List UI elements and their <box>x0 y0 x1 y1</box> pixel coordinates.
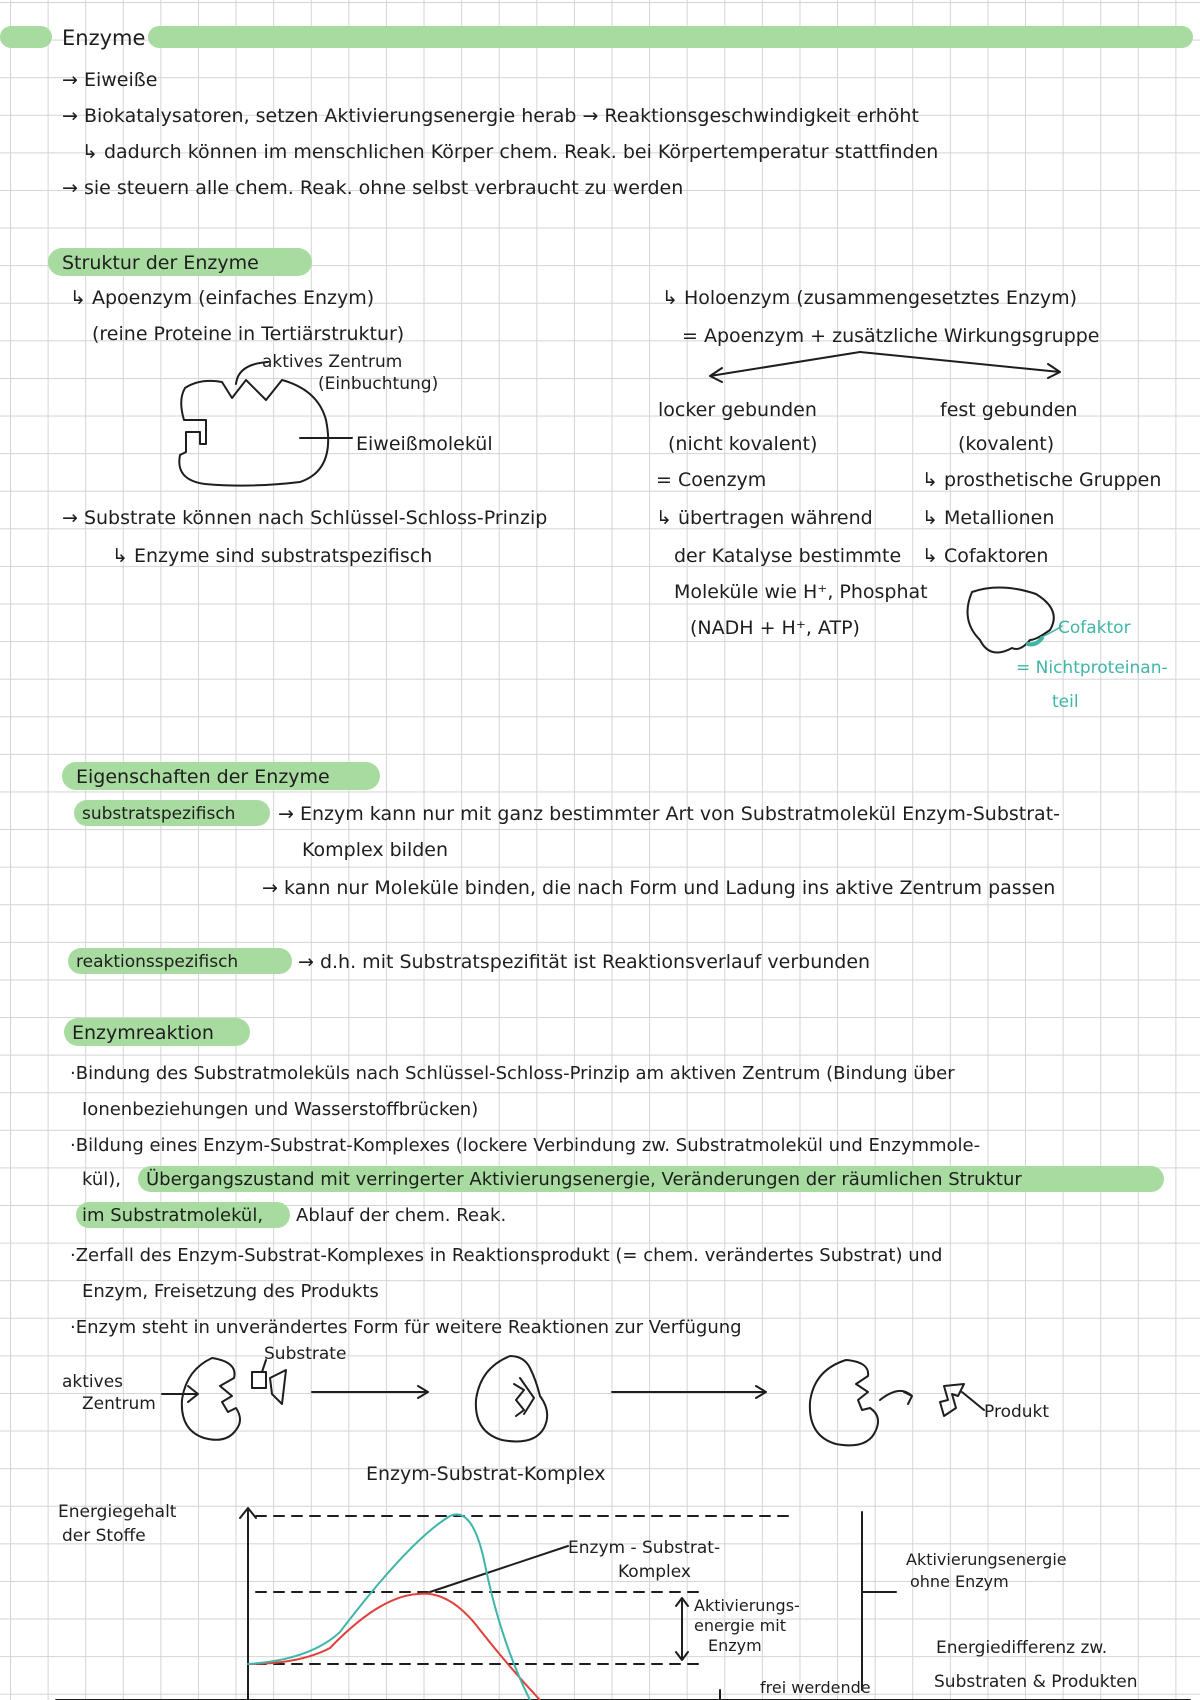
graph-akt-mit-3: Enzym <box>708 1636 762 1655</box>
produkt-shape <box>940 1384 964 1416</box>
reaktion-bullet-1-cont: Ionenbeziehungen und Wasserstoffbrücken) <box>82 1099 479 1120</box>
substrat-line-2: Komplex bilden <box>302 839 449 861</box>
graph-akt-mit-1: Aktivierungs- <box>694 1596 800 1615</box>
reaktionsspezifisch-label: reaktionsspezifisch <box>76 952 239 972</box>
enzyme-substratspezifisch: ↳ Enzyme sind substratspezifisch <box>112 545 433 567</box>
holo-arrow-left <box>710 352 860 382</box>
reaktion-bullet-2-cont-a: kül), <box>82 1169 122 1190</box>
intro-line-4: → sie steuern alle chem. Reak. ohne selbst verbraucht zu werden <box>62 177 684 199</box>
graph-esk-label-2: Komplex <box>618 1562 691 1582</box>
graph-esk-pointer <box>430 1546 568 1592</box>
reaktion-bullet-3: ·Zerfall des Enzym-Substrat-Komplexes in Reaktionsprodukt (= chem. verändertes Substrat) und <box>70 1245 943 1266</box>
cofaktor-teal-pointer <box>1044 626 1062 636</box>
locker-gebunden: locker gebunden <box>658 399 817 421</box>
graph-ylabel-2: der Stoffe <box>62 1526 146 1546</box>
nichtproteinanteil-2: teil <box>1052 692 1079 712</box>
graph-akt-ohne-2: ohne Enzym <box>910 1572 1009 1591</box>
aktiv-zentrum-marker <box>162 1386 198 1402</box>
graph-akt-mit-arrow <box>676 1598 688 1660</box>
aktives-zentrum-pointer <box>236 362 268 384</box>
struktur-heading: Struktur der Enzyme <box>62 252 259 274</box>
diagram-produkt-label: Produkt <box>984 1402 1050 1422</box>
uebergangszustand: Übergangszustand mit verringerter Aktivierungsenergie, Veränderungen der räumlichen Struktur <box>146 1169 1022 1190</box>
substrat-line-3: → kann nur Moleküle binden, die nach Form und Ladung ins aktive Zentrum passen <box>262 877 1056 899</box>
uebertragen-1: ↳ übertragen während <box>656 507 873 529</box>
intro-line-1: → Eiweiße <box>62 69 158 91</box>
enzym-substrat-komplex-sketch <box>476 1356 547 1442</box>
produkt-arrow <box>880 1391 912 1404</box>
ablauf-chem-reak: Ablauf der chem. Reak. <box>296 1205 507 1226</box>
substrat-triangle <box>270 1370 286 1404</box>
substratmolekuel-highlight-text: im Substratmolekül, <box>82 1205 264 1226</box>
apoenzym-sketch <box>179 380 328 486</box>
holoenzym-desc: = Apoenzym + zusätzliche Wirkungsgruppe <box>682 325 1100 347</box>
intro-line-3: ↳ dadurch können im menschlichen Körper chem. Reak. bei Körpertemperatur stattfinden <box>82 141 939 163</box>
reaktion-bullet-1: ·Bindung des Substratmoleküls nach Schlüssel-Schloss-Prinzip am aktiven Zentrum (Bindung über <box>70 1063 955 1084</box>
produkt-pointer <box>962 1392 984 1410</box>
komplex-inner <box>514 1384 524 1416</box>
curve-without-enzyme <box>248 1514 530 1700</box>
reaktion-line: → d.h. mit Substratspezifität ist Reaktionsverlauf verbunden <box>298 951 871 973</box>
page-title: Enzyme <box>62 26 146 50</box>
nichtproteinanteil-1: = Nichtproteinan- <box>1016 658 1168 678</box>
intro-line-2: → Biokatalysatoren, setzen Aktivierungsenergie herab → Reaktionsgeschwindigkeit erhöht <box>62 105 919 127</box>
graph-frei-werdende: frei werdende <box>760 1678 871 1697</box>
kovalent: (kovalent) <box>958 433 1055 455</box>
cofaktor-enzym-sketch <box>968 587 1054 652</box>
diagram-aktives-label: aktives <box>62 1372 124 1392</box>
einbuchtung-label: (Einbuchtung) <box>318 374 439 394</box>
diagram-substrate-label: Substrate <box>264 1344 347 1364</box>
coenzym: = Coenzym <box>656 469 767 491</box>
apoenzym-desc: (reine Proteine in Tertiärstruktur) <box>92 323 405 345</box>
substratspezifisch-label: substratspezifisch <box>82 804 236 824</box>
graph-akt-mit-2: energie mit <box>694 1616 786 1635</box>
enzymreaktion-heading: Enzymreaktion <box>72 1022 214 1044</box>
reaktion-bullet-3-cont: Enzym, Freisetzung des Produkts <box>82 1281 379 1302</box>
graph-diff-2: Substraten & Produkten <box>934 1672 1138 1692</box>
substrate-prinzip: → Substrate können nach Schlüssel-Schloss-Prinzip <box>62 507 548 529</box>
reaction-arrow-1 <box>312 1386 428 1398</box>
eigenschaften-heading: Eigenschaften der Enzyme <box>76 766 330 788</box>
apoenzym-line: ↳ Apoenzym (einfaches Enzym) <box>70 287 375 309</box>
substrat-pointer <box>262 1360 266 1372</box>
reaktion-bullet-2: ·Bildung eines Enzym-Substrat-Komplexes (lockere Verbindung zw. Substratmolekül und Enzymmole- <box>70 1135 981 1156</box>
uebertragen-2: der Katalyse bestimmte <box>674 545 902 567</box>
graph-esk-label-1: Enzym - Substrat- <box>568 1538 721 1558</box>
cofaktoren: ↳ Cofaktoren <box>922 545 1049 567</box>
enzym-3-sketch <box>810 1360 878 1445</box>
reaction-arrow-2 <box>612 1386 766 1398</box>
metallionen: ↳ Metallionen <box>922 507 1055 529</box>
uebertragen-3: Moleküle wie H⁺, Phosphat <box>674 581 928 603</box>
holoenzym-line: ↳ Holoenzym (zusammengesetztes Enzym) <box>662 287 1078 309</box>
holo-arrow-right <box>860 352 1060 378</box>
uebertragen-4: (NADH + H⁺, ATP) <box>690 617 860 639</box>
substrat-square <box>252 1372 266 1388</box>
graph-ylabel-1: Energiegehalt <box>58 1502 177 1522</box>
diagram-komplex-label: Enzym-Substrat-Komplex <box>366 1463 606 1485</box>
reaktion-bullet-4: ·Enzym steht in unverändertes Form für weitere Reaktionen zur Verfügung <box>70 1317 742 1338</box>
graph-y-axis <box>240 1508 256 1700</box>
nicht-kovalent: (nicht kovalent) <box>668 433 818 455</box>
graph-akt-ohne-1: Aktivierungsenergie <box>906 1550 1067 1569</box>
diagram-zentrum-label: Zentrum <box>82 1394 156 1414</box>
graph-diff-1: Energiedifferenz zw. <box>936 1638 1108 1658</box>
prosthetische-gruppen: ↳ prosthetische Gruppen <box>922 469 1162 491</box>
eiweissmolekuel-label: Eiweißmolekül <box>356 433 493 455</box>
cofaktor-label: Cofaktor <box>1058 618 1131 638</box>
fest-gebunden: fest gebunden <box>940 399 1078 421</box>
substrat-line-1: → Enzym kann nur mit ganz bestimmter Art von Substratmolekül Enzym-Substrat- <box>278 803 1061 825</box>
aktives-zentrum-label: aktives Zentrum <box>262 352 403 372</box>
